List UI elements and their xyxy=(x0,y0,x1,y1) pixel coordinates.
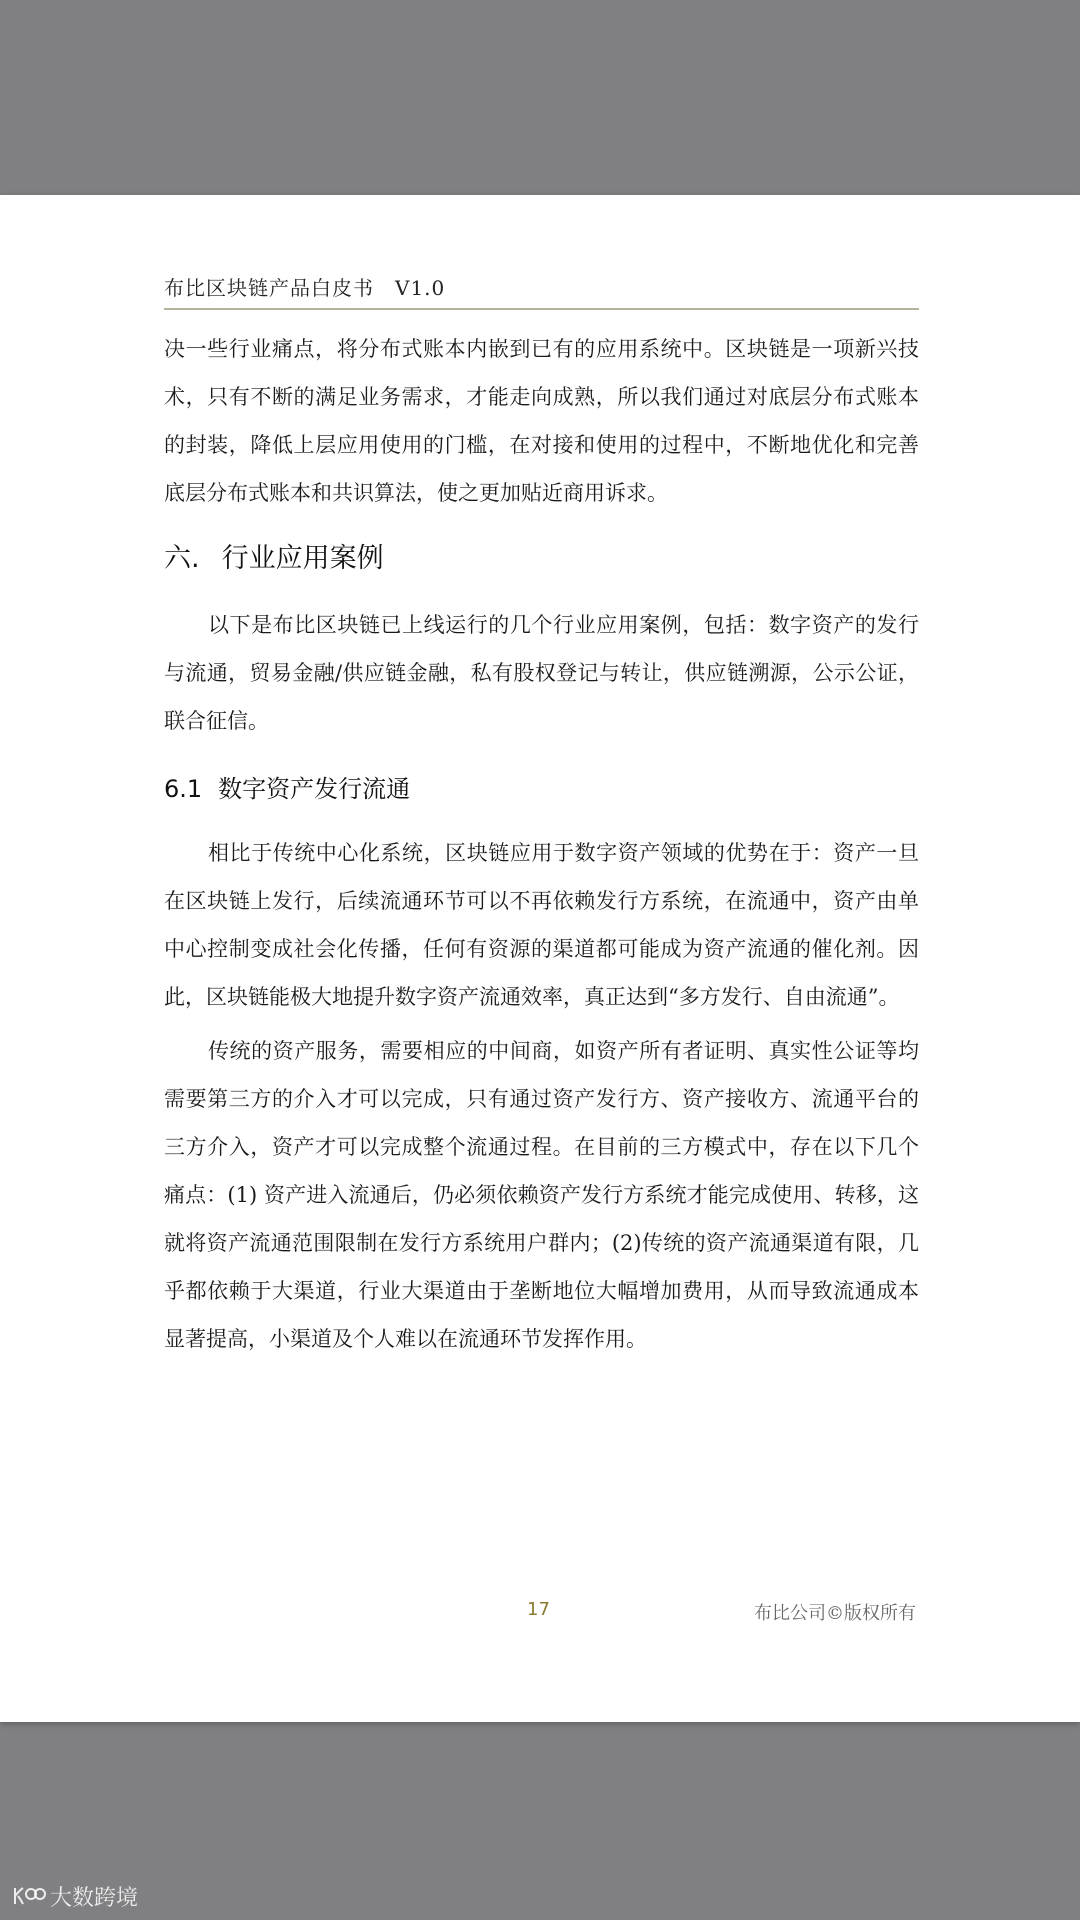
page-content xyxy=(164,325,919,1363)
section-6-1-number: 6.1 xyxy=(164,775,203,803)
watermark-logo-icon xyxy=(12,1884,46,1908)
section-6-1-title: 数字资产发行流通 xyxy=(218,775,411,803)
section-6-1-paragraph-1: 相比于传统中心化系统，区块链应用于数字资产领域的优势在于：资产一旦在区块链上发行，后续流通环节可以不再依赖发行方系统，在流通中，资产由单中心控制变成社会化传播，任何有资源的渠道都可能成为资产流通的催化剂。因此，区块链能极大地提升数字资产流通效率，真正达到“多方发行、自由流通”。 xyxy=(164,841,919,1009)
section-6-heading xyxy=(164,535,919,583)
section-6-paragraph: 以下是布比区块链已上线运行的几个行业应用案例，包括：数字资产的发行与流通，贸易金融/供应链金融，私有股权登记与转让，供应链溯源，公示公证，联合征信。 xyxy=(164,613,919,733)
section-6-title: 行业应用案例 xyxy=(221,543,384,574)
section-6-number: 六. xyxy=(164,543,200,574)
page-number: 17 xyxy=(527,1599,550,1620)
section-6-1-paragraph-2: 传统的资产服务，需要相应的中间商，如资产所有者证明、真实性公证等均需要第三方的介入才可以完成，只有通过资产发行方、资产接收方、流通平台的三方介入，资产才可以完成整个流通过程。在目前的三方模式中，存在以下几个痛点：(1) 资产进入流通后，仍必须依赖资产发行方系统才能完成使用、转移，这就将资产流通范围限制在发行方系统用户群内；(2)传统的资产流通渠道有限，几乎都依赖于大渠道，行业大渠道由于垄断地位大幅增加费用，从而导致流通成本显著提高，小渠道及个人难以在流通环节发挥作用。 xyxy=(164,1039,919,1351)
paragraph-intro: 决一些行业痛点，将分布式账本内嵌到已有的应用系统中。区块链是一项新兴技术，只有不断的满足业务需求，才能走向成熟，所以我们通过对底层分布式账本的封装，降低上层应用使用的门槛，在对接和使用的过程中，不断地优化和完善底层分布式账本和共识算法，使之更加贴近商用诉求。 xyxy=(164,337,919,505)
watermark-text: 大数跨境 xyxy=(50,1885,139,1911)
header-divider xyxy=(164,308,919,310)
copyright-notice: 布比公司©版权所有 xyxy=(754,1603,916,1624)
watermark xyxy=(12,1882,138,1910)
header-title: 布比区块链产品白皮书 V1.0 xyxy=(164,276,446,300)
section-6-1-heading xyxy=(164,765,919,813)
document-page xyxy=(0,195,1080,1722)
